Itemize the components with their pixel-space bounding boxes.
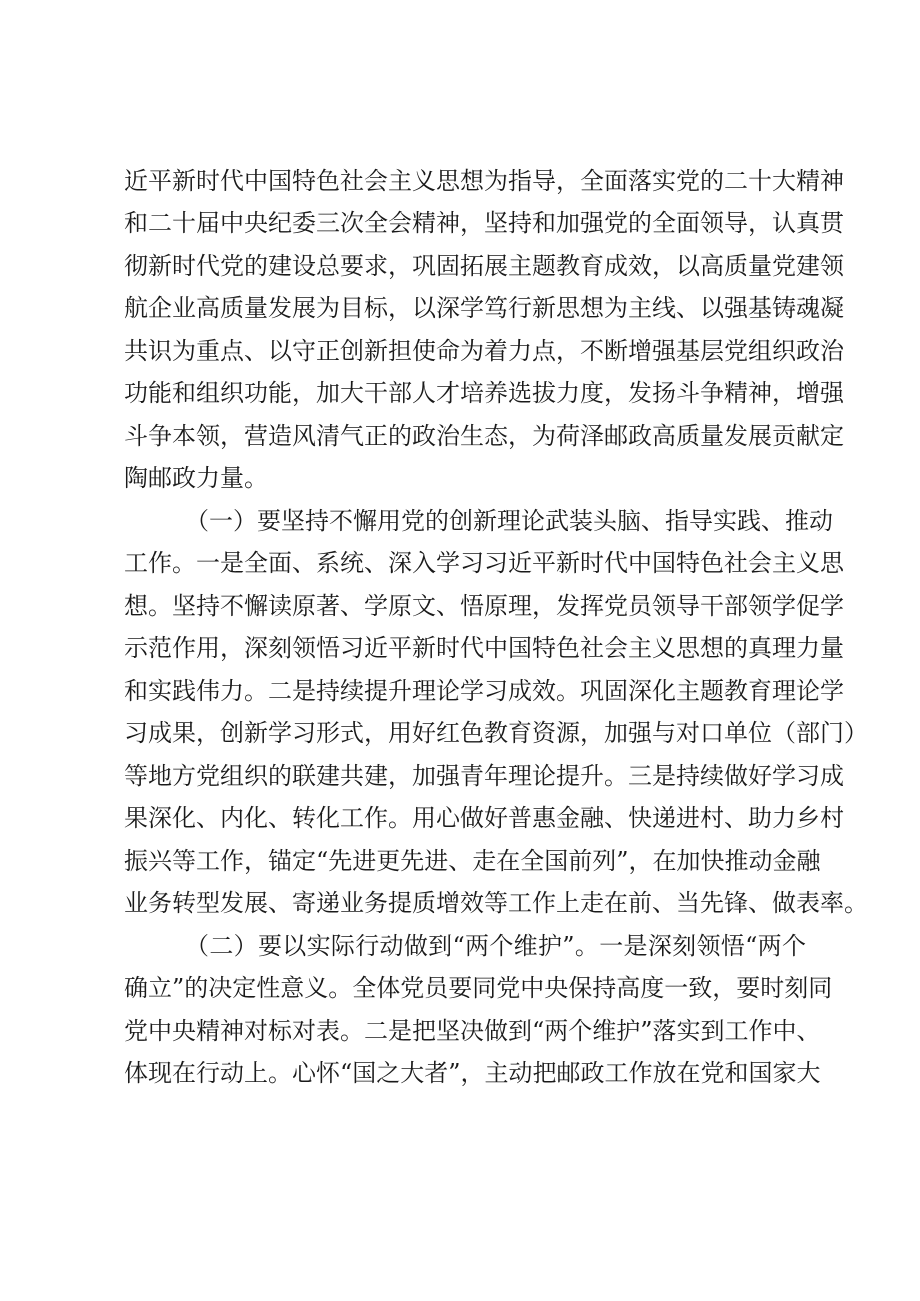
paragraph-line: 党中央精神对标对表。二是把坚决做到“两个维护”落实到工作中、	[124, 1017, 821, 1045]
paragraph-line: 共识为重点、以守正创新担使命为着力点，不断增强基层党组织政治	[124, 337, 844, 365]
paragraph-line: 斗争本领，营造风清气正的政治生态，为荷泽邮政高质量发展贡献定	[124, 422, 844, 450]
paragraph-line: 果深化、内化、转化工作。用心做好普惠金融、快递进村、助力乡村	[124, 804, 844, 832]
paragraph-line: 和实践伟力。二是持续提升理论学习成效。巩固深化主题教育理论学	[124, 677, 844, 705]
paragraph-line: 陶邮政力量。	[124, 464, 268, 492]
paragraph-line: 示范作用，深刻领悟习近平新时代中国特色社会主义思想的真理力量	[124, 634, 844, 662]
paragraph-line: 和二十届中央纪委三次全会精神，坚持和加强党的全面领导，认真贯	[124, 209, 844, 237]
paragraph-line: 体现在行动上。心怀“国之大者”，主动把邮政工作放在党和国家大	[124, 1059, 821, 1087]
paragraph-line: 彻新时代党的建设总要求，巩固拓展主题教育成效，以高质量党建领	[124, 252, 844, 280]
paragraph-line: 业务转型发展、寄递业务提质增效等工作上走在前、当先锋、做表率。	[124, 889, 868, 917]
paragraph-line: 等地方党组织的联建共建，加强青年理论提升。三是持续做好学习成	[124, 762, 844, 790]
paragraph-line: 振兴等工作，锚定“先进更先进、走在全国前列”，在加快推动金融	[124, 847, 821, 875]
paragraph-line: 习成果，创新学习形式，用好红色教育资源，加强与对口单位（部门）	[124, 719, 868, 747]
paragraph-line: 想。坚持不懈读原著、学原文、悟原理，发挥党员领导干部领学促学	[124, 592, 844, 620]
section-heading-line: （一）要坚持不懈用党的创新理论武装头脑、指导实践、推动	[185, 507, 833, 535]
paragraph-line: 近平新时代中国特色社会主义思想为指导，全面落实党的二十大精神	[124, 167, 844, 195]
paragraph-line: 确立”的决定性意义。全体党员要同党中央保持高度一致，要时刻同	[124, 974, 833, 1002]
paragraph-line: 功能和组织功能，加大干部人才培养选拔力度，发扬斗争精神，增强	[124, 379, 844, 407]
paragraph-line: 航企业高质量发展为目标，以深学笃行新思想为主线、以强基铸魂凝	[124, 294, 844, 322]
paragraph-line: 工作。一是全面、系统、深入学习习近平新时代中国特色社会主义思	[124, 549, 844, 577]
section-heading-line: （二）要以实际行动做到“两个维护”。一是深刻领悟“两个	[185, 932, 806, 960]
